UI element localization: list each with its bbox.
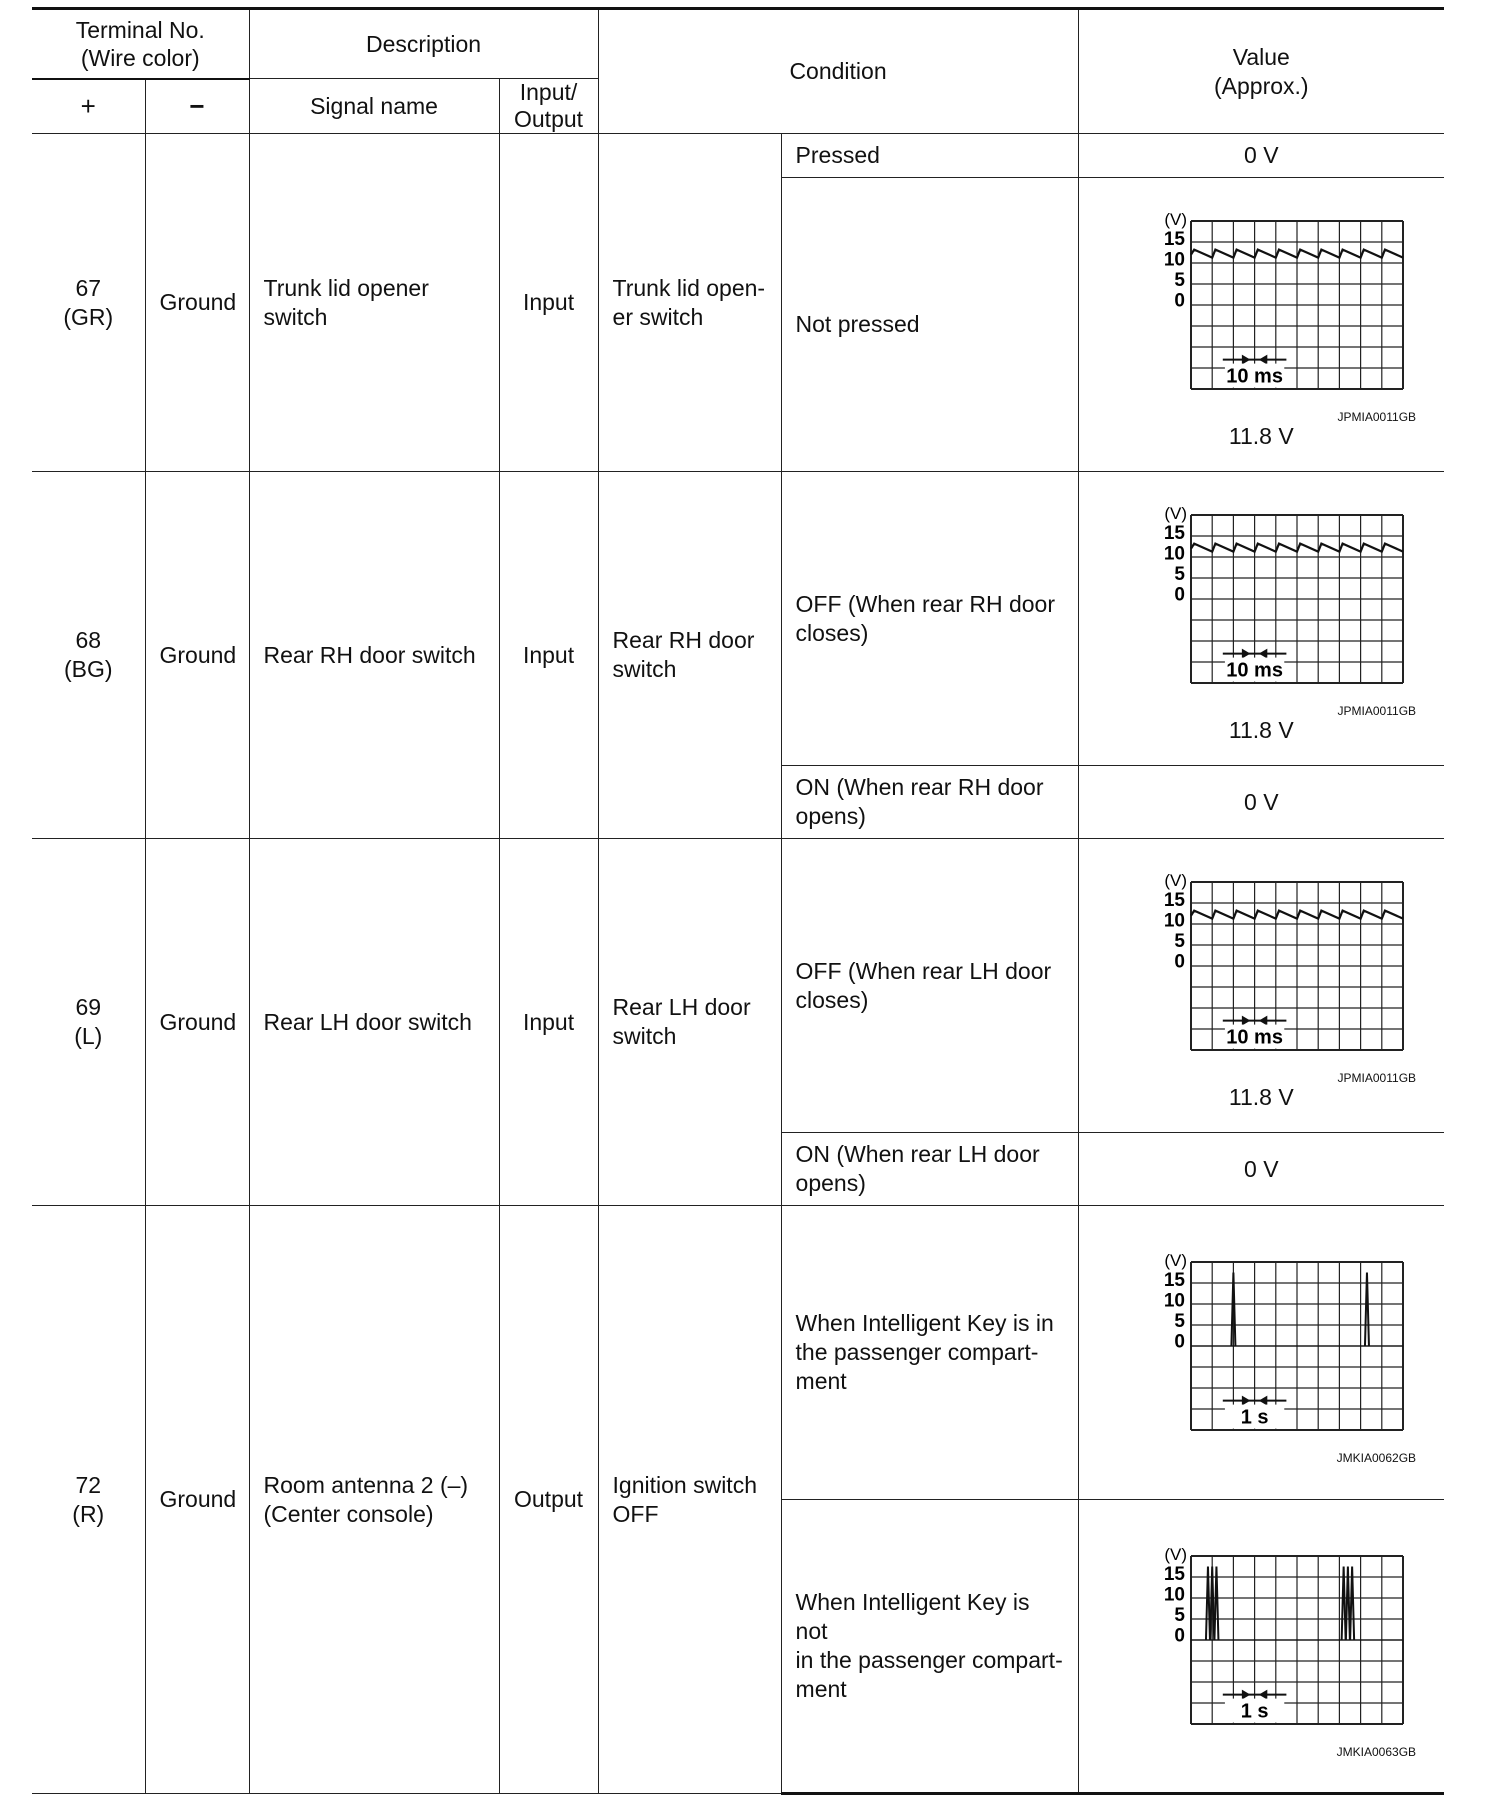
value-text: 11.8 V xyxy=(1228,716,1294,743)
unit-label: (V) xyxy=(1164,209,1188,229)
terminal-no-header xyxy=(32,9,249,79)
terminal-68-cell xyxy=(32,472,145,839)
tick-label: 0 xyxy=(1174,1625,1186,1646)
tick-label: 10 xyxy=(1164,1584,1186,1605)
waveform-cell xyxy=(1078,1500,1444,1794)
figure-code: JMKIA0063GB xyxy=(1336,1744,1417,1759)
waveform-cell xyxy=(1078,472,1444,766)
figure-code: JPMIA0011GB xyxy=(1337,409,1417,424)
value-cell: 0 V xyxy=(1078,1133,1444,1206)
waveform-cell xyxy=(1078,178,1444,472)
condition-line: er switch xyxy=(612,303,704,330)
tick-label: 10 xyxy=(1164,249,1186,270)
condition-main xyxy=(598,839,781,1206)
wire-color: (R) xyxy=(72,1500,105,1527)
value-header xyxy=(1078,9,1444,134)
condition-line: OFF xyxy=(612,1500,659,1527)
wire-color: (L) xyxy=(74,1023,103,1049)
condition-header: Condition xyxy=(598,9,1078,134)
condition-line: When Intelligent Key is in xyxy=(795,1310,1054,1336)
figure-code: JPMIA0011GB xyxy=(1337,1070,1417,1085)
waveform-cell xyxy=(1078,1206,1444,1500)
condition-line: OFF (When rear RH door xyxy=(795,590,1055,617)
plus-header: + xyxy=(32,79,145,134)
value-text: 11.8 V xyxy=(1228,1083,1294,1110)
value-text: 11.8 V xyxy=(1228,422,1294,449)
time-div-label: 1 s xyxy=(1240,1406,1269,1429)
tick-label: 5 xyxy=(1174,930,1186,952)
condition-line: opens) xyxy=(795,803,866,829)
terminal-69-cell xyxy=(32,839,145,1206)
tick-label: 10 xyxy=(1164,910,1186,931)
wire-color: (BG) xyxy=(63,656,113,682)
time-div-label: 10 ms xyxy=(1226,365,1284,388)
sub-condition: Not pressed xyxy=(781,178,1078,472)
waveform-diagram xyxy=(1111,199,1411,404)
unit-label: (V) xyxy=(1164,503,1188,523)
tick-label: 5 xyxy=(1174,269,1186,291)
signal-name: Rear RH door switch xyxy=(249,472,499,839)
minus-terminal: Ground xyxy=(145,1206,249,1794)
tick-label: 0 xyxy=(1174,584,1186,605)
sub-condition: Pressed xyxy=(781,134,1078,178)
minus-terminal: Ground xyxy=(145,472,249,839)
unit-label: (V) xyxy=(1164,870,1188,890)
minus-header: − xyxy=(145,79,249,134)
condition-line: OFF (When rear LH door xyxy=(795,957,1052,984)
signal-line: Room antenna 2 (–) xyxy=(263,1471,469,1498)
tick-label: 15 xyxy=(1164,228,1186,250)
condition-main xyxy=(598,1206,781,1794)
terminal-72-cell xyxy=(32,1206,145,1794)
tick-label: 15 xyxy=(1164,1563,1186,1585)
sub-condition xyxy=(781,839,1078,1133)
signal-name xyxy=(249,134,499,472)
sub-condition xyxy=(781,766,1078,839)
tick-label: 10 xyxy=(1164,1290,1186,1312)
value-cell: 0 V xyxy=(1078,134,1444,178)
io-value: Input xyxy=(499,472,598,839)
tick-label: 15 xyxy=(1164,1270,1186,1291)
terminal-number: 69 xyxy=(75,994,102,1020)
condition-line: ment xyxy=(795,1368,847,1394)
tick-label: 0 xyxy=(1174,1331,1186,1353)
tick-label: 5 xyxy=(1174,1604,1186,1626)
io-text-2: Output xyxy=(514,106,584,132)
condition-line: ON (When rear RH door xyxy=(795,774,1044,800)
condition-line: When Intelligent Key is not xyxy=(795,1589,1030,1644)
waveform-diagram xyxy=(1111,1240,1411,1445)
description-header: Description xyxy=(249,9,598,79)
condition-line: the passenger compart- xyxy=(795,1339,1039,1365)
wire-color-text: (Wire color) xyxy=(80,44,200,71)
minus-terminal: Ground xyxy=(145,134,249,472)
waveform-diagram xyxy=(1111,860,1411,1065)
time-div-label: 10 ms xyxy=(1226,1026,1284,1049)
terminal-number: 72 xyxy=(75,1471,102,1498)
sub-condition xyxy=(781,1133,1078,1206)
io-value: Output xyxy=(499,1206,598,1794)
io-value: Input xyxy=(499,839,598,1206)
signal-name: Rear LH door switch xyxy=(249,839,499,1206)
time-div-label: 1 s xyxy=(1240,1700,1269,1723)
waveform-diagram xyxy=(1111,493,1411,698)
terminal-number: 67 xyxy=(75,274,102,301)
value-cell: 0 V xyxy=(1078,766,1444,839)
unit-label: (V) xyxy=(1164,1251,1188,1270)
minus-terminal: Ground xyxy=(145,839,249,1206)
signal-line: (Center console) xyxy=(263,1500,434,1527)
time-div-label: 10 ms xyxy=(1226,659,1284,682)
signal-line: switch xyxy=(263,303,328,330)
condition-line: closes) xyxy=(795,986,869,1013)
signal-name xyxy=(249,1206,499,1794)
condition-line: Ignition switch xyxy=(612,1471,757,1498)
tick-label: 5 xyxy=(1174,563,1186,585)
condition-main xyxy=(598,472,781,839)
signal-name-header: Signal name xyxy=(249,79,499,134)
condition-line: Trunk lid open- xyxy=(612,274,766,301)
condition-line: ON (When rear LH door xyxy=(795,1141,1040,1167)
condition-line: in the passenger compart- xyxy=(795,1647,1063,1673)
condition-line: closes) xyxy=(795,619,869,646)
waveform-cell xyxy=(1078,839,1444,1133)
condition-line: Rear LH door xyxy=(612,994,751,1020)
condition-line: switch xyxy=(612,656,677,682)
signal-line: Trunk lid opener xyxy=(263,274,429,301)
tick-label: 0 xyxy=(1174,951,1186,972)
terminal-number: 68 xyxy=(75,627,102,653)
condition-line: opens) xyxy=(795,1170,866,1196)
terminal-table xyxy=(32,7,1444,1795)
sub-condition xyxy=(781,472,1078,766)
io-text-1: Input/ xyxy=(519,79,578,105)
sub-condition xyxy=(781,1500,1078,1794)
io-header xyxy=(499,79,598,134)
io-value: Input xyxy=(499,134,598,472)
wire-color: (GR) xyxy=(63,303,114,330)
terminal-no-text: Terminal No. xyxy=(75,16,205,43)
condition-main xyxy=(598,134,781,472)
approx-text: (Approx.) xyxy=(1213,72,1309,99)
tick-label: 15 xyxy=(1164,522,1186,544)
tick-label: 0 xyxy=(1174,290,1186,311)
tick-label: 15 xyxy=(1164,889,1186,911)
tick-label: 5 xyxy=(1174,1311,1186,1332)
tick-label: 10 xyxy=(1164,543,1186,564)
condition-line: ment xyxy=(795,1676,847,1702)
figure-code: JMKIA0062GB xyxy=(1336,1451,1417,1465)
condition-line: switch xyxy=(612,1023,677,1049)
value-text: Value xyxy=(1232,43,1290,70)
terminal-67-cell xyxy=(32,134,145,472)
condition-line: Rear RH door xyxy=(612,627,755,653)
unit-label: (V) xyxy=(1164,1544,1188,1564)
figure-code: JPMIA0011GB xyxy=(1337,703,1417,718)
sub-condition xyxy=(781,1206,1078,1500)
waveform-diagram xyxy=(1111,1534,1411,1739)
